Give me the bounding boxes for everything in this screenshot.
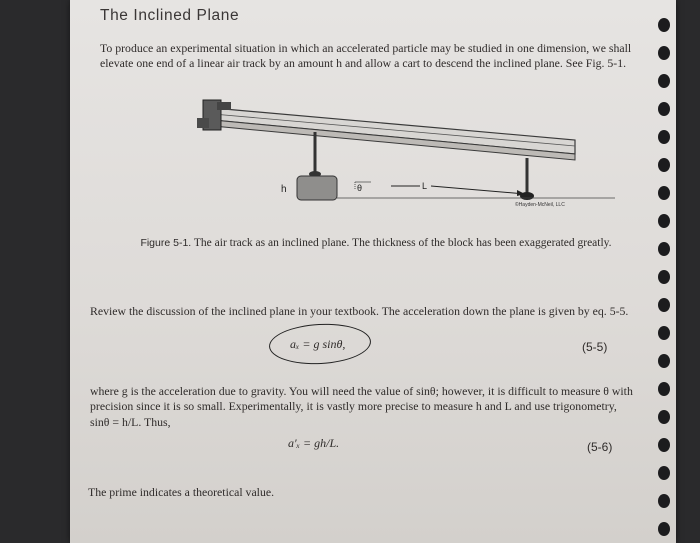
prime-note: The prime indicates a theoretical value. (88, 484, 275, 499)
air-track-figure (195, 88, 615, 238)
equation-5-6: a′ₓ = gh/L. (288, 436, 340, 450)
caption-text: The air track as an inclined plane. The thickness of the block has been exaggerated greatly. (193, 237, 612, 249)
equation-5-6-number: (5-6) (587, 440, 613, 454)
intro-paragraph: To produce an experimental situation in which an accelerated particle may be studied in one dimension, we shall elevate one end of a linear air track by an amount h and allow a cart to descend the inclined plane. See Fig. 5-1. (100, 40, 632, 71)
label-h: h (281, 184, 287, 195)
binder-holes (650, 0, 670, 543)
equation-5-5-number: (5-5) (582, 340, 608, 354)
label-theta: θ (357, 183, 363, 193)
explanation-paragraph: where g is the acceleration due to gravity. You will need the value of sinθ; however, it is difficult to measure θ with precision since it is so small. Experimentally, it is vastly more precise to measure h and L and use trigonometry, sinθ = h/L. Thus, (90, 383, 633, 429)
block (297, 176, 337, 200)
label-L: L (422, 181, 428, 191)
figure-caption (116, 236, 636, 251)
review-paragraph: Review the discussion of the inclined plane in your textbook. The acceleration down the plane is given by eq. 5-5. (90, 303, 629, 318)
air-track (197, 100, 575, 160)
textbook-page (70, 0, 676, 543)
equation-5-5: aₓ = g sinθ, (290, 337, 346, 351)
page-title: The Inclined Plane (100, 7, 240, 24)
figure-credit: ©Hayden-McNeil, LLC (515, 202, 565, 208)
caption-label: Figure 5-1. (140, 237, 192, 249)
